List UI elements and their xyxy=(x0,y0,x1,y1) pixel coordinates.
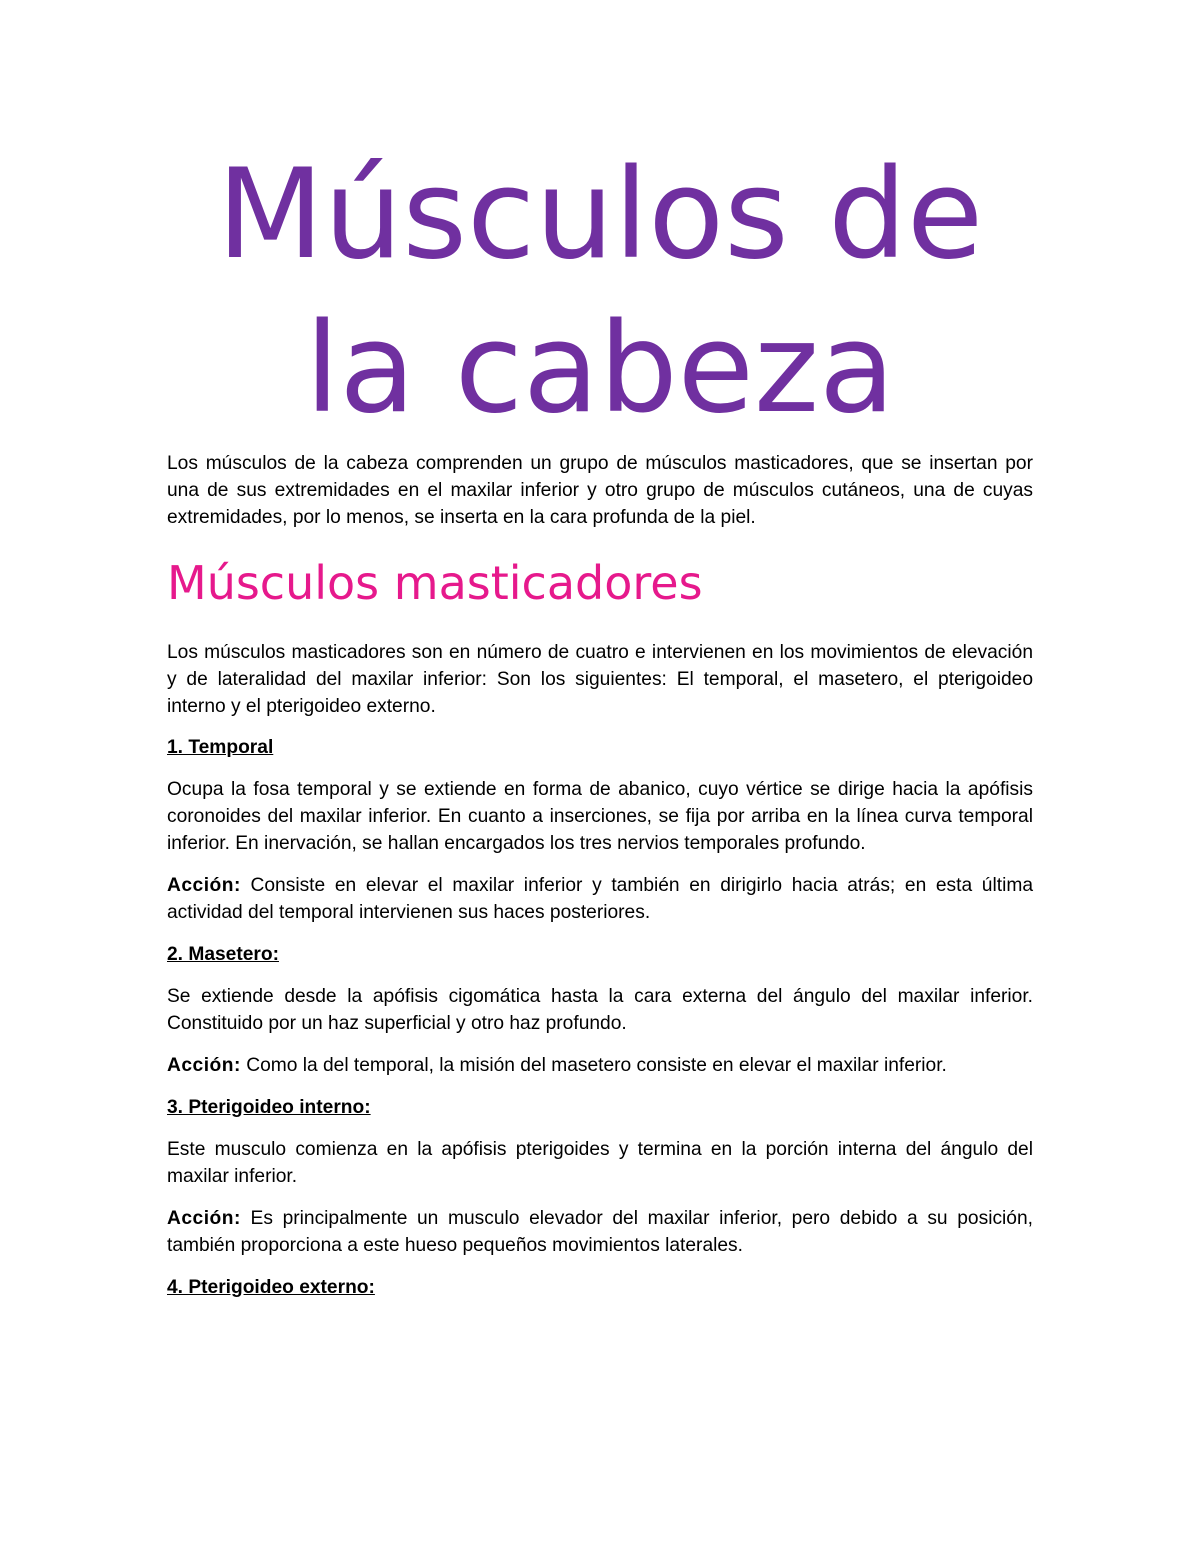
intro-paragraph: Los músculos de la cabeza comprenden un grupo de músculos masticadores, que se insertan por una de sus extremidades en el maxilar inferior y otro grupo de músculos cutáneos, una de cuyas extremidades, por lo menos, se inserta en la cara profunda de la piel. xyxy=(167,453,1033,528)
muscle-section-pterigoideo-externo xyxy=(167,1274,1033,1301)
muscle-section-temporal xyxy=(167,734,1033,926)
muscle-section-pterigoideo-interno xyxy=(167,1094,1033,1259)
section-paragraph: Los músculos masticadores son en número de cuatro e intervienen en los movimientos de elevación y de lateralidad del maxilar inferior: Son los siguientes: El temporal, el masetero, el pterigoideo interno y el pterigoideo externo. xyxy=(167,642,1033,717)
muscle-heading: 3. Pterigoideo interno: xyxy=(167,1097,371,1118)
muscle-heading: 4. Pterigoideo externo: xyxy=(167,1277,375,1298)
accion-paragraph xyxy=(167,1052,1033,1079)
muscle-section-masetero xyxy=(167,941,1033,1079)
muscle-description: Se extiende desde la apófisis cigomática hasta la cara externa del ángulo del maxilar inferior. Constituido por un haz superficial y otro haz profundo. xyxy=(167,986,1033,1034)
accion-label: Acción: xyxy=(167,875,241,896)
accion-label: Acción: xyxy=(167,1055,241,1076)
accion-paragraph xyxy=(167,1205,1033,1259)
accion-text: Consiste en elevar el maxilar inferior y también en dirigirlo hacia atrás; en esta última actividad del temporal intervienen sus haces posteriores. xyxy=(167,875,1033,923)
document-body xyxy=(167,450,1033,1316)
muscle-heading: 2. Masetero: xyxy=(167,944,279,965)
title-line-1: Músculos de xyxy=(216,143,984,287)
section-heading: Músculos masticadores xyxy=(167,556,703,610)
page-title xyxy=(0,138,1200,446)
muscle-description: Ocupa la fosa temporal y se extiende en forma de abanico, cuyo vértice se dirige hacia la apófisis coronoides del maxilar inferior. En cuanto a inserciones, se fija por arriba en la línea curva temporal inferior. En inervación, se hallan encargados los tres nervios temporales profundo. xyxy=(167,779,1033,854)
accion-label: Acción: xyxy=(167,1208,241,1229)
accion-paragraph xyxy=(167,872,1033,926)
title-line-2: la cabeza xyxy=(304,297,896,441)
muscle-heading: 1. Temporal xyxy=(167,737,274,758)
accion-text: Es principalmente un musculo elevador del maxilar inferior, pero debido a su posición, también proporciona a este hueso pequeños movimientos laterales. xyxy=(167,1208,1033,1256)
accion-text: Como la del temporal, la misión del masetero consiste en elevar el maxilar inferior. xyxy=(246,1055,947,1076)
muscle-description: Este musculo comienza en la apófisis pterigoides y termina en la porción interna del ángulo del maxilar inferior. xyxy=(167,1139,1033,1187)
